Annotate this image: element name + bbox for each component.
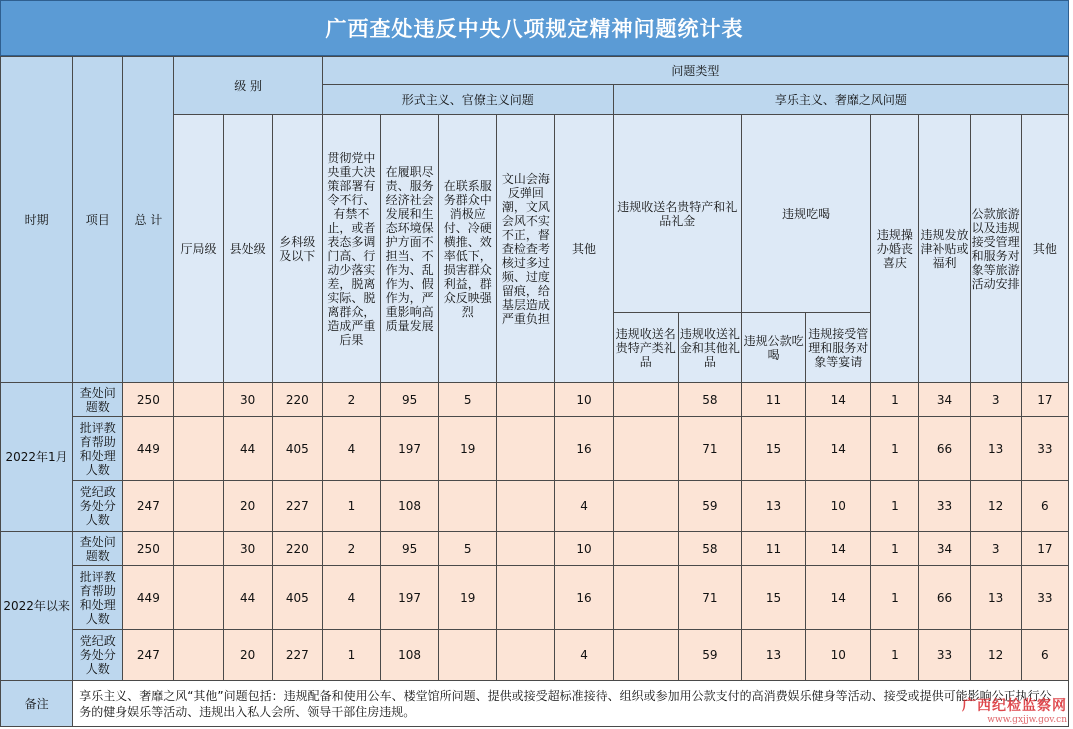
data-cell: 11	[741, 383, 805, 417]
data-cell: 449	[123, 417, 174, 481]
data-cell	[613, 383, 678, 417]
data-cell: 227	[272, 481, 322, 532]
data-cell: 220	[272, 383, 322, 417]
row-item-label: 批评教育帮助和处理人数	[73, 417, 123, 481]
data-cell: 405	[272, 566, 322, 630]
note-row	[1, 681, 1069, 727]
data-cell	[497, 566, 555, 630]
row-item-label: 党纪政务处分人数	[73, 481, 123, 532]
data-cell: 5	[439, 383, 497, 417]
data-cell: 15	[741, 566, 805, 630]
data-cell: 5	[439, 532, 497, 566]
data-cell: 10	[806, 630, 871, 681]
data-cell: 12	[970, 630, 1021, 681]
data-cell: 14	[806, 383, 871, 417]
data-cell	[174, 566, 223, 630]
hedonism-header: 享乐主义、奢靡之风问题	[613, 85, 1068, 115]
data-cell: 33	[919, 630, 970, 681]
table-row	[1, 417, 1069, 481]
gift-col-cash: 违规收送礼金和其他礼品	[678, 313, 741, 383]
data-cell: 71	[678, 566, 741, 630]
row-item-label: 查处问题数	[73, 532, 123, 566]
data-cell	[174, 532, 223, 566]
data-cell	[497, 630, 555, 681]
data-cell: 1	[871, 383, 919, 417]
data-cell: 250	[123, 383, 174, 417]
data-cell: 2	[322, 383, 380, 417]
data-cell: 34	[919, 532, 970, 566]
gift-col-specialty: 违规收送名贵特产类礼品	[613, 313, 678, 383]
problem-type-header: 问题类型	[322, 57, 1068, 85]
data-cell: 13	[970, 566, 1021, 630]
data-cell	[613, 417, 678, 481]
data-cell: 33	[1021, 417, 1068, 481]
data-cell: 247	[123, 481, 174, 532]
data-cell: 1	[871, 532, 919, 566]
data-cell: 10	[555, 383, 613, 417]
data-cell: 16	[555, 417, 613, 481]
data-cell: 95	[381, 383, 439, 417]
statistics-table	[0, 56, 1069, 727]
data-cell: 30	[223, 383, 272, 417]
data-cell: 247	[123, 630, 174, 681]
data-cell: 2	[322, 532, 380, 566]
data-cell: 12	[970, 481, 1021, 532]
data-cell: 220	[272, 532, 322, 566]
data-cell: 1	[322, 630, 380, 681]
row-item-label: 党纪政务处分人数	[73, 630, 123, 681]
level-col-ting: 厅局级	[174, 115, 223, 383]
data-cell	[613, 630, 678, 681]
data-cell: 66	[919, 417, 970, 481]
formalism-col-1: 贯彻党中央重大决策部署有令不行、有禁不止，或者表态多调门高、行动少落实差，脱离实际、脱离群众，造成严重后果	[322, 115, 380, 383]
data-cell	[497, 417, 555, 481]
table-row	[1, 566, 1069, 630]
period-label: 2022年1月	[1, 383, 73, 532]
note-text: 享乐主义、奢靡之风“其他”问题包括：违规配备和使用公车、楼堂馆所问题、提供或接受超标准接待、组织或参加用公款支付的高消费娱乐健身等活动、接受或提供可能影响公正执行公务的健身娱乐等活动、违规出入私人会所、领导干部住房违规。	[73, 681, 1069, 727]
data-cell: 13	[970, 417, 1021, 481]
data-cell: 71	[678, 417, 741, 481]
data-cell: 6	[1021, 481, 1068, 532]
data-cell	[613, 566, 678, 630]
data-cell	[497, 481, 555, 532]
total-header: 总 计	[123, 57, 174, 383]
data-cell: 34	[919, 383, 970, 417]
data-cell: 14	[806, 532, 871, 566]
data-cell: 1	[871, 566, 919, 630]
data-cell: 20	[223, 630, 272, 681]
eat-col-public: 违规公款吃喝	[741, 313, 805, 383]
data-cell	[613, 532, 678, 566]
data-cell: 58	[678, 383, 741, 417]
data-cell	[613, 481, 678, 532]
data-cell: 17	[1021, 383, 1068, 417]
gift-group-header: 违规收送名贵特产和礼品礼金	[613, 115, 741, 313]
data-cell	[439, 481, 497, 532]
data-cell: 197	[381, 566, 439, 630]
data-cell	[174, 383, 223, 417]
hedonism-col-travel: 公款旅游以及违规接受管理和服务对象等旅游活动安排	[970, 115, 1021, 383]
hedonism-col-other: 其他	[1021, 115, 1068, 383]
data-cell: 1	[871, 481, 919, 532]
eat-col-banquet: 违规接受管理和服务对象等宴请	[806, 313, 871, 383]
data-cell: 16	[555, 566, 613, 630]
data-cell: 17	[1021, 532, 1068, 566]
data-cell: 20	[223, 481, 272, 532]
watermark	[962, 695, 1067, 725]
period-label: 2022年以来	[1, 532, 73, 681]
data-cell: 3	[970, 532, 1021, 566]
data-cell: 3	[970, 383, 1021, 417]
watermark-url: www.gxjjw.gov.cn	[987, 715, 1067, 725]
data-cell: 95	[381, 532, 439, 566]
formalism-col-other: 其他	[555, 115, 613, 383]
data-cell: 58	[678, 532, 741, 566]
table-row	[1, 630, 1069, 681]
data-cell: 19	[439, 566, 497, 630]
data-cell	[439, 630, 497, 681]
item-header: 项目	[73, 57, 123, 383]
data-cell	[497, 532, 555, 566]
data-cell: 449	[123, 566, 174, 630]
data-cell	[174, 481, 223, 532]
data-cell: 1	[871, 417, 919, 481]
row-item-label: 查处问题数	[73, 383, 123, 417]
data-cell: 14	[806, 566, 871, 630]
data-cell	[174, 417, 223, 481]
data-cell: 227	[272, 630, 322, 681]
formalism-col-3: 在联系服务群众中消极应付、冷硬横推、效率低下，损害群众利益，群众反映强烈	[439, 115, 497, 383]
data-cell: 44	[223, 566, 272, 630]
data-cell: 108	[381, 481, 439, 532]
note-label: 备注	[1, 681, 73, 727]
data-cell: 13	[741, 630, 805, 681]
table-row	[1, 532, 1069, 566]
data-cell: 197	[381, 417, 439, 481]
row-item-label: 批评教育帮助和处理人数	[73, 566, 123, 630]
level-col-xian: 县处级	[223, 115, 272, 383]
period-header: 时期	[1, 57, 73, 383]
data-cell: 33	[1021, 566, 1068, 630]
hedonism-col-subsidy: 违规发放津补贴或福利	[919, 115, 970, 383]
data-cell: 1	[322, 481, 380, 532]
data-cell: 11	[741, 532, 805, 566]
data-cell: 10	[806, 481, 871, 532]
data-cell: 10	[555, 532, 613, 566]
data-cell: 405	[272, 417, 322, 481]
table-row	[1, 481, 1069, 532]
data-cell: 14	[806, 417, 871, 481]
data-cell: 108	[381, 630, 439, 681]
data-cell: 13	[741, 481, 805, 532]
level-header: 级 别	[174, 57, 322, 115]
hedonism-col-wedding: 违规操办婚丧喜庆	[871, 115, 919, 383]
data-cell	[497, 383, 555, 417]
data-cell: 4	[555, 630, 613, 681]
data-cell: 4	[322, 417, 380, 481]
data-cell: 66	[919, 566, 970, 630]
data-cell: 4	[555, 481, 613, 532]
formalism-col-2: 在履职尽责、服务经济社会发展和生态环境保护方面不担当、不作为、乱作为、假作为，严重影响高质量发展	[381, 115, 439, 383]
eat-group-header: 违规吃喝	[741, 115, 870, 313]
formalism-header: 形式主义、官僚主义问题	[322, 85, 613, 115]
data-cell: 19	[439, 417, 497, 481]
formalism-col-4: 文山会海反弹回潮，文风会风不实不正，督查检查考核过多过频、过度留痕，给基层造成严重负担	[497, 115, 555, 383]
table-row	[1, 383, 1069, 417]
level-col-xiang: 乡科级及以下	[272, 115, 322, 383]
data-cell: 30	[223, 532, 272, 566]
data-cell: 1	[871, 630, 919, 681]
table-title: 广西查处违反中央八项规定精神问题统计表	[0, 0, 1069, 56]
data-cell: 33	[919, 481, 970, 532]
data-cell: 6	[1021, 630, 1068, 681]
data-cell: 59	[678, 630, 741, 681]
data-cell: 44	[223, 417, 272, 481]
watermark-text: 广西纪检监察网	[962, 698, 1067, 714]
data-cell: 4	[322, 566, 380, 630]
data-cell: 250	[123, 532, 174, 566]
data-cell: 15	[741, 417, 805, 481]
data-cell	[174, 630, 223, 681]
data-cell: 59	[678, 481, 741, 532]
